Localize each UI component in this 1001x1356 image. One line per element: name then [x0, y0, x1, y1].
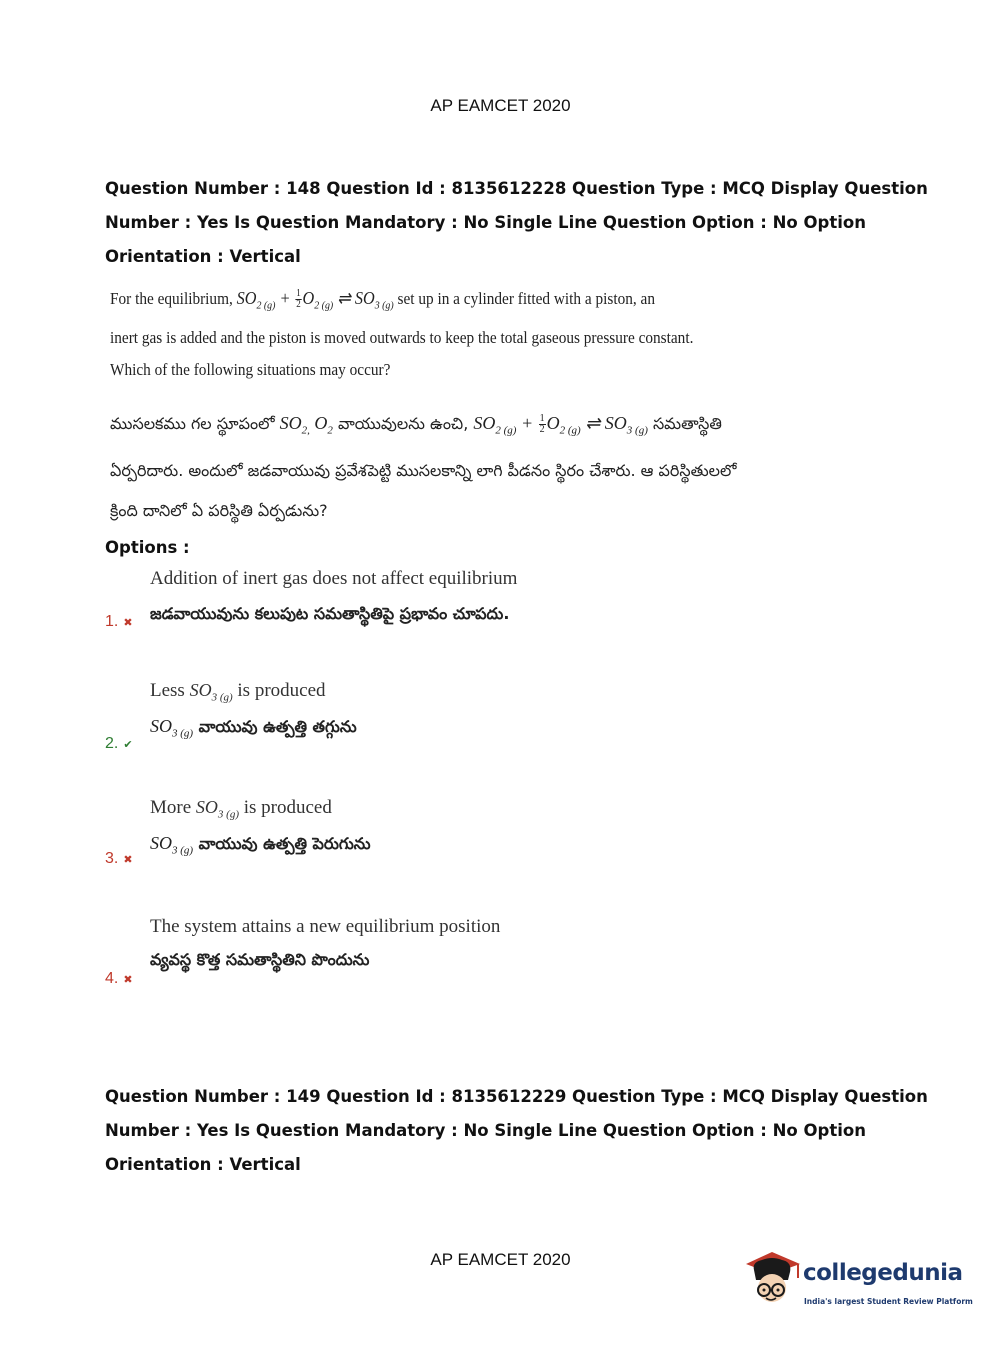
option-text-telugu: వ్యవస్థ కొత్త సమతాస్థితిని పొందును	[150, 950, 370, 969]
options-label: Options :	[105, 538, 190, 557]
check-icon: ✔	[123, 739, 133, 751]
question-148-meta	[105, 172, 928, 274]
option-1[interactable]	[105, 568, 805, 638]
equilibrium-equation: $SO_{2 (g)}$ + $\frac{1}{2}$ $O_{2 (g)}$ ⇌ $SO_{3 (g)}$	[473, 413, 648, 437]
option-number: 1. ✖	[105, 613, 133, 630]
cross-icon: ✖	[123, 617, 133, 629]
stem-line: ఏర్పరిదారు. అందులో జడవాయువు ప్రవేశపెట్టి ముసలకాన్ని లాగి పీడనం స్థిరం చేశారు. ఆ పరిస్థితులలో	[110, 460, 737, 480]
page-footer: AP EAMCET 2020	[430, 1250, 571, 1269]
mascot-icon	[742, 1250, 802, 1316]
question-stem-telugu	[110, 403, 750, 531]
option-text-english: Addition of inert gas does not affect equilibrium	[150, 568, 518, 589]
stem-line: inert gas is added and the piston is moved outwards to keep the total gaseous pressure constant.	[110, 327, 694, 347]
meta-line: Number : Yes Is Question Mandatory : No Single Line Question Option : No Option	[105, 213, 866, 232]
option-number: 3. ✖	[105, 850, 133, 867]
option-text-telugu: జడవాయువును కలుపుట సమతాస్థితిపై ప్రభావం చూపదు.	[150, 604, 510, 623]
meta-line: Orientation : Vertical	[105, 247, 301, 266]
cross-icon: ✖	[123, 974, 133, 986]
option-text-telugu: $SO_{3 (g)}$ వాయువు ఉత్పత్తి పెరుగును	[150, 833, 371, 857]
meta-line: Number : Yes Is Question Mandatory : No Single Line Question Option : No Option	[105, 1121, 866, 1140]
question-stem-english	[110, 282, 694, 386]
question-149-meta	[105, 1080, 928, 1182]
logo-tagline: India's largest Student Review Platform	[804, 1297, 973, 1306]
stem-line: క్రింది దానిలో ఏ పరిస్థితి ఏర్పడును?	[110, 500, 328, 520]
equilibrium-equation: $SO_{2 (g)}$ + $\frac{1}{2}$ $O_{2 (g)}$ ⇌ $SO_{3 (g)}$	[236, 288, 394, 312]
collegedunia-logo	[742, 1250, 972, 1315]
option-4[interactable]	[105, 916, 805, 996]
option-text-telugu: $SO_{3 (g)}$ వాయువు ఉత్పత్తి తగ్గును	[150, 716, 357, 740]
option-number: 4. ✖	[105, 970, 133, 987]
option-3[interactable]	[105, 797, 805, 877]
option-2[interactable]	[105, 680, 805, 760]
option-text-english: More $SO_{3 (g)}$ is produced	[150, 797, 332, 821]
option-number: 2. ✔	[105, 735, 133, 752]
option-text-english: Less $SO_{3 (g)}$ is produced	[150, 680, 326, 704]
meta-line: Question Number : 149 Question Id : 8135612229 Question Type : MCQ Display Question	[105, 1087, 928, 1106]
stem-line: Which of the following situations may occur?	[110, 359, 391, 379]
stem-line: ముసలకము గల స్థూపంలో $SO_{2,}$ $O_2$ వాయువులను ఉంచి, $SO_{2 (g)}$ + $\frac{1}{2}$ $O_{2 (g)}$ ⇌ $SO_{3 (g)}$ సమతాస్థితి	[110, 413, 722, 437]
option-text-english: The system attains a new equilibrium position	[150, 916, 501, 937]
meta-line: Orientation : Vertical	[105, 1155, 301, 1174]
cross-icon: ✖	[123, 854, 133, 866]
meta-line: Question Number : 148 Question Id : 8135612228 Question Type : MCQ Display Question	[105, 179, 928, 198]
page-header: AP EAMCET 2020	[430, 96, 571, 115]
chemical-formula: $SO_{2,}$ $O_2$	[279, 413, 333, 437]
logo-wordmark: collegedunia	[803, 1260, 963, 1286]
stem-line: For the equilibrium, $SO_{2 (g)}$ + $\frac{1}{2}$ $O_{2 (g)}$ ⇌ $SO_{3 (g)}$ set up in a cylinder fitted with a piston, an	[110, 288, 656, 312]
